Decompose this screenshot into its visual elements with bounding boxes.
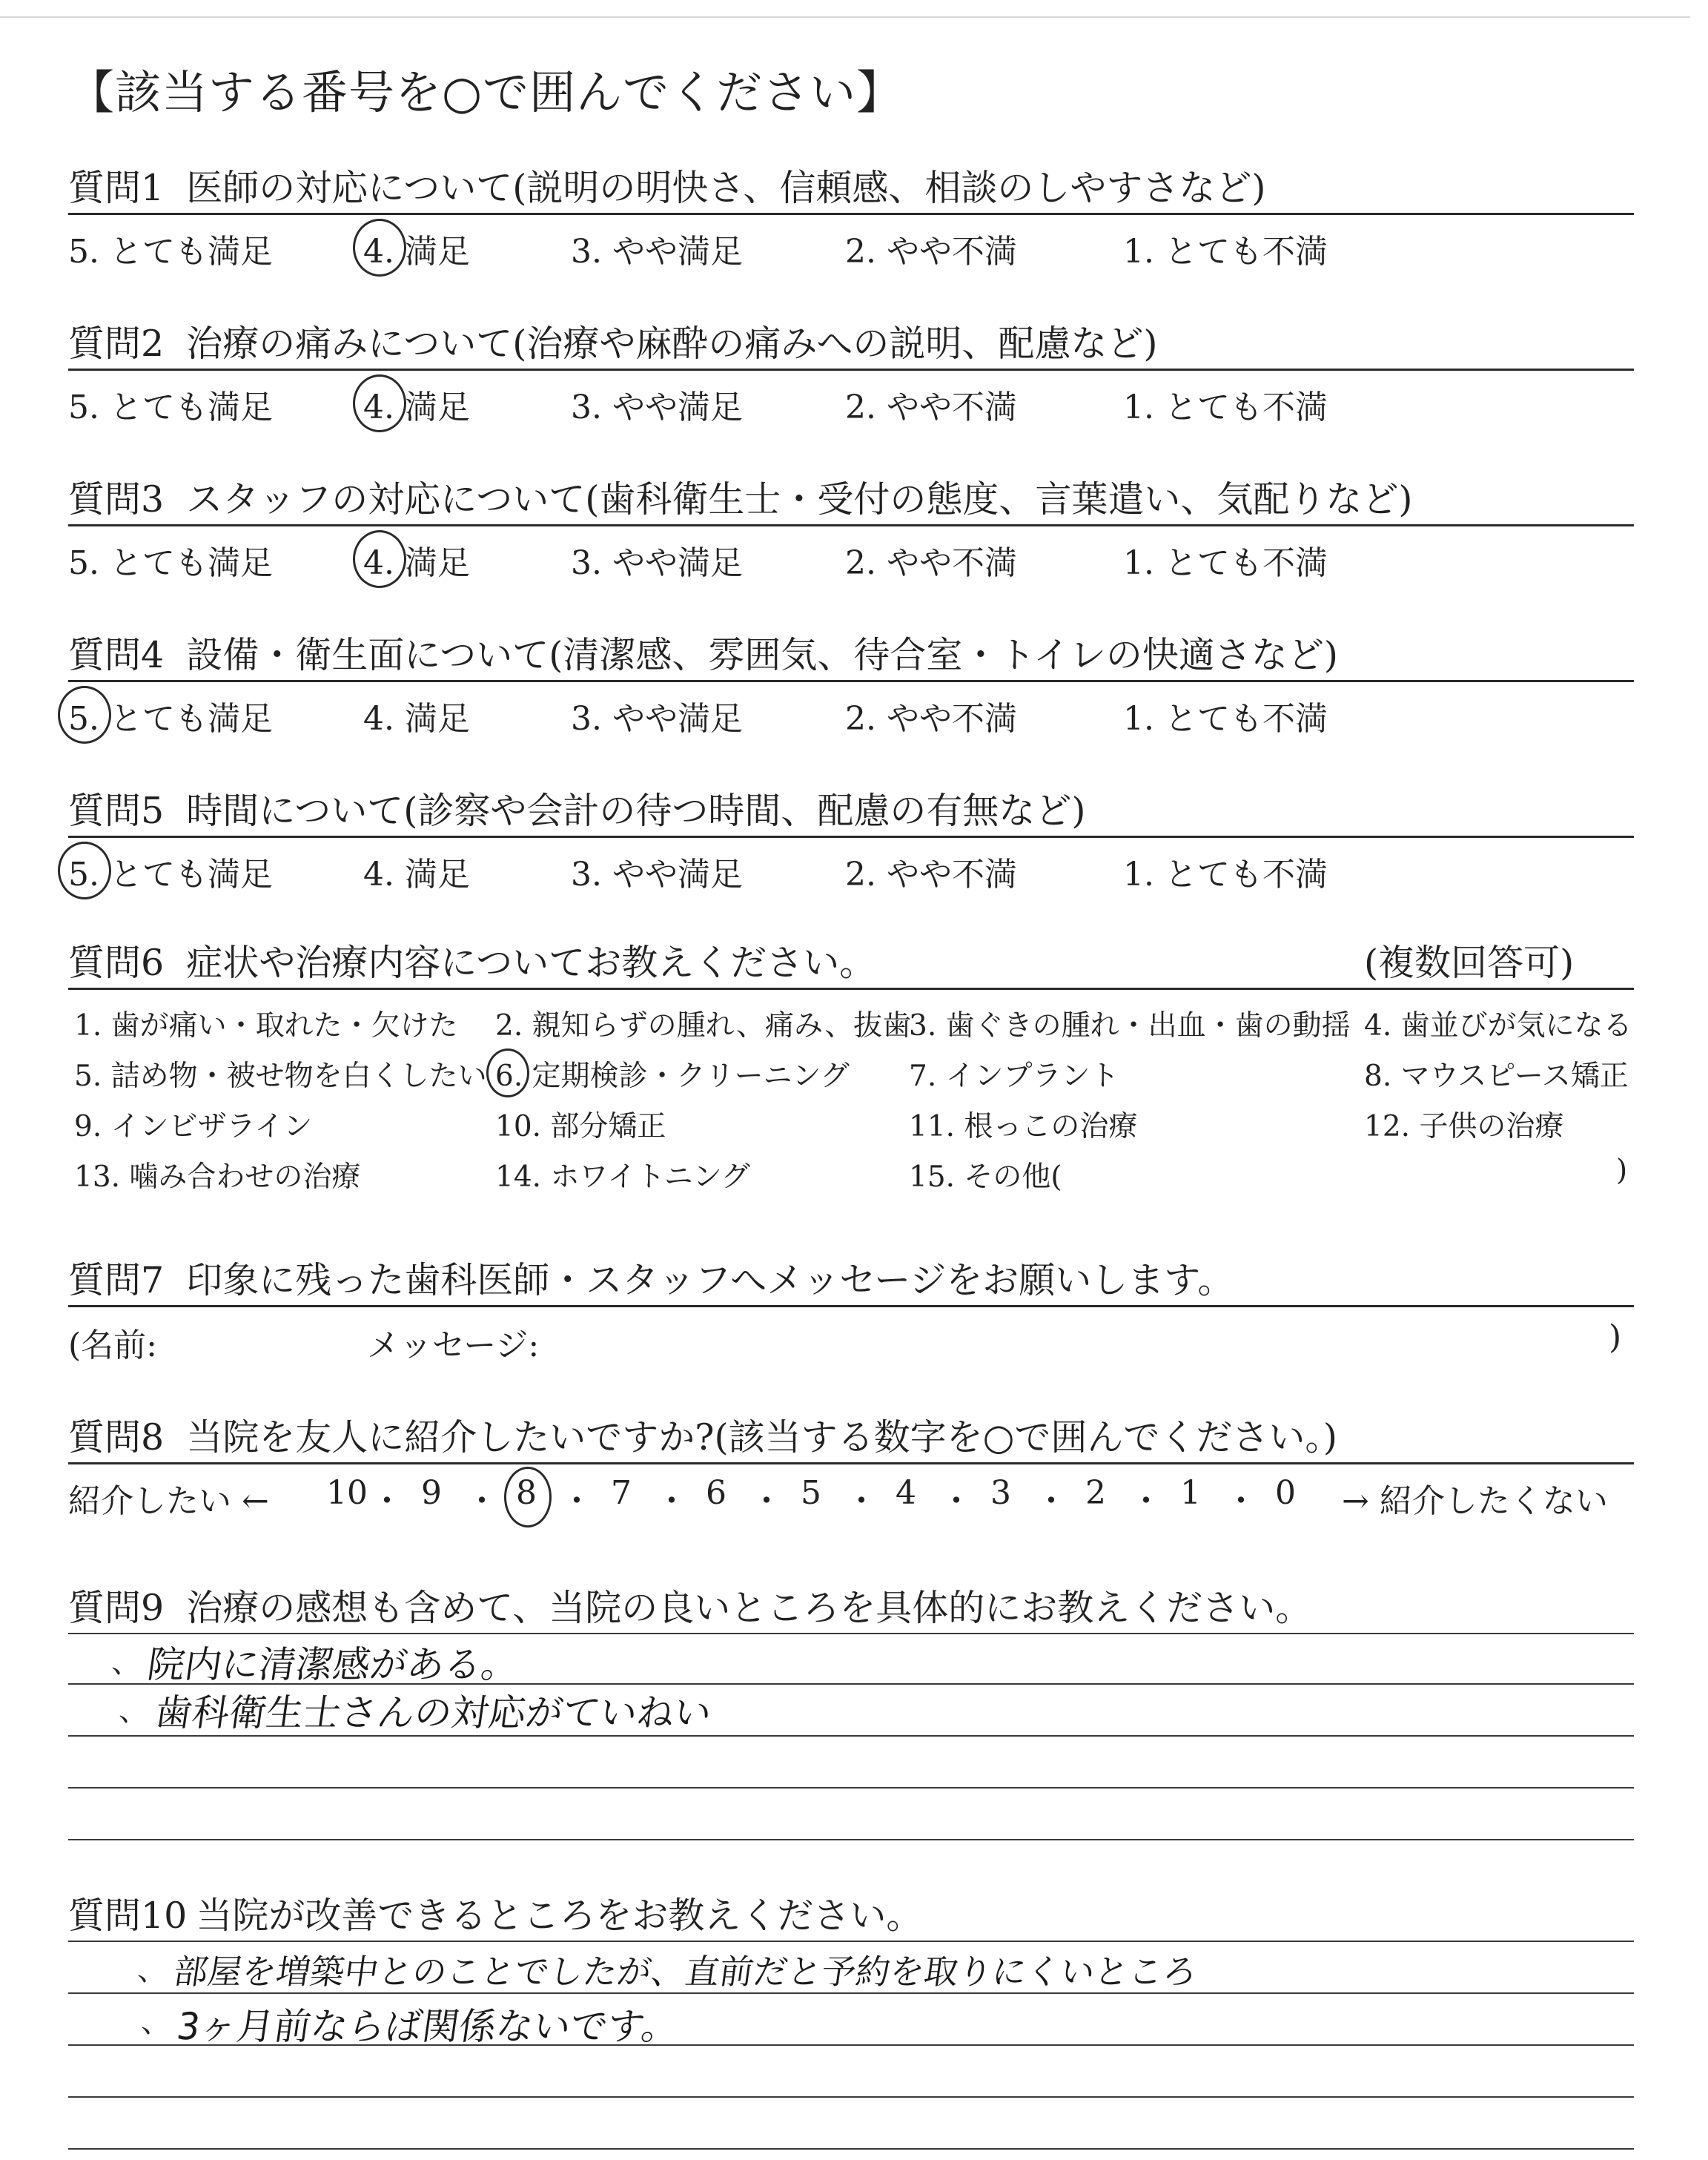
symptom-option[interactable]: 7. インプラント [909,1060,1119,1093]
rating-option-1[interactable]: 1. とても不満 [1123,233,1328,271]
question-number: 質問4 [68,634,165,676]
handwritten-answer: 3ヶ月前ならば関係ないです。 [174,2005,682,2048]
symptom-option[interactable]: 3. 歯ぐきの腫れ・出血・歯の動揺 [909,1009,1351,1043]
rating-option-1[interactable]: 1. とても不満 [1123,389,1328,426]
handwritten-answer: 院内に清潔感がある。 [145,1643,522,1686]
rating-option-3[interactable]: 3. やや満足 [571,700,743,738]
handwritten-answer: 歯科衛生士さんの対応がていねい [152,1691,715,1734]
symptom-option[interactable]: 4. 歯並びが気になる [1364,1009,1632,1043]
question-text: 医師の対応について(説明の明快さ、信頼感、相談のしやすさなど) [186,167,1266,209]
question-4-title [68,627,1338,678]
recommend-score-8[interactable]: 8 [516,1474,537,1512]
selected-circle [58,686,111,744]
answer-mark: 、 [111,1645,141,1680]
answer-line [68,1941,1634,1942]
question-number: 質問1 [68,167,165,209]
selected-circle [353,219,406,277]
question-8-title [68,1409,1337,1461]
rating-option-3[interactable]: 3. やや満足 [571,233,743,271]
question-rule [68,680,1634,682]
question-8-rule [68,1462,1634,1464]
answer-line [68,1787,1634,1789]
scale-separator: ・ [1130,1482,1162,1520]
question-number: 質問2 [68,323,165,365]
question-text: 時間について(診察や会計の待つ時間、配慮の有無など) [186,790,1086,832]
scale-separator: ・ [655,1482,688,1520]
answer-mark: 、 [137,1953,167,1987]
question-rule [68,369,1634,371]
rating-option-5[interactable]: 5. とても満足 [68,233,273,271]
symptom-option[interactable]: 14. ホワイトニング [495,1160,750,1194]
question-2-title [68,315,1157,367]
question-6-rule [68,988,1634,990]
recommend-score-3[interactable]: 3 [990,1474,1011,1512]
rating-option-1[interactable]: 1. とても不満 [1123,544,1328,582]
recommend-score-6[interactable]: 6 [706,1474,726,1512]
rating-option-2[interactable]: 2. やや不満 [845,389,1017,426]
rating-option-3[interactable]: 3. やや満足 [571,856,743,894]
symptom-option[interactable]: 6. 定期検診・クリーニング [495,1060,850,1093]
question-number: 質問10 [68,1895,188,1937]
scale-separator: ・ [1225,1482,1257,1520]
symptom-option[interactable]: 9. インビザライン [74,1110,313,1143]
question-number: 質問6 [68,942,165,984]
rating-option-4[interactable]: 4. 満足 [363,233,470,271]
symptom-option[interactable]: 15. その他( [909,1160,1062,1194]
scale-separator: ・ [371,1482,403,1520]
rating-option-2[interactable]: 2. やや不満 [845,544,1017,582]
message-label: メッセージ: [367,1327,540,1364]
question-6-title [68,934,875,986]
scale-separator: ・ [560,1482,593,1520]
answer-line [68,2148,1634,2150]
symptom-option[interactable]: 5. 詰め物・被せ物を白くしたい [74,1060,487,1093]
answer-mark: 、 [141,2005,171,2039]
answer-line [68,1839,1634,1840]
symptom-option[interactable]: 1. 歯が痛い・取れた・欠けた [74,1009,458,1043]
page-heading: 【該当する番号を○で囲んでください】 [68,65,904,119]
multiple-answer-note: (複数回答可) [1364,942,1575,984]
rating-option-4[interactable]: 4. 満足 [363,856,470,894]
question-number: 質問8 [68,1416,165,1459]
symptom-option[interactable]: 2. 親知らずの腫れ、痛み、抜歯 [495,1009,912,1043]
rating-option-4[interactable]: 4. 満足 [363,700,470,738]
symptom-option[interactable]: 10. 部分矯正 [495,1110,666,1143]
question-rule [68,524,1634,526]
question-text: 当院を友人に紹介したいですか?(該当する数字を○で囲んでください。) [186,1416,1337,1459]
question-10-title [68,1887,922,1939]
question-text: 設備・衛生面について(清潔感、雰囲気、待合室・トイレの快適さなど) [186,634,1338,676]
question-3-title [68,471,1412,523]
handwritten-answer: 部屋を増築中とのことでしたが、直前だと予約を取りにくいところ [171,1952,1200,1992]
rating-option-1[interactable]: 1. とても不満 [1123,856,1328,894]
rating-option-5[interactable]: 5. とても満足 [68,389,273,426]
question-rule [68,213,1634,215]
question-text: 印象に残った歯科医師・スタッフへメッセージをお願いします。 [186,1259,1234,1301]
question-7-title [68,1252,1234,1304]
other-close: ) [1616,1154,1628,1187]
scale-separator: ・ [845,1482,878,1520]
recommend-score-7[interactable]: 7 [611,1474,632,1512]
selected-circle [353,374,406,432]
question-text: 治療の感想も含めて、当院の良いところを具体的にお教えください。 [186,1587,1312,1629]
rating-option-5[interactable]: 5. とても満足 [68,856,273,894]
scale-separator: ・ [466,1482,498,1520]
selected-circle [353,530,406,588]
page-edge [0,16,1690,18]
rating-option-4[interactable]: 4. 満足 [363,544,470,582]
answer-line [68,2096,1634,2098]
recommend-score-2[interactable]: 2 [1085,1474,1106,1512]
symptom-option[interactable]: 8. マウスピース矯正 [1364,1060,1629,1093]
question-number: 質問9 [68,1587,165,1629]
recommend-left-label: 紹介したい ← [68,1482,269,1520]
rating-option-2[interactable]: 2. やや不満 [845,233,1017,271]
symptom-option[interactable]: 13. 噛み合わせの治療 [74,1160,361,1194]
selected-circle [58,842,111,899]
question-number: 質問3 [68,478,165,521]
answer-mark: 、 [119,1694,148,1728]
question-number: 質問7 [68,1259,165,1301]
question-number: 質問5 [68,790,165,832]
scale-separator: ・ [1035,1482,1068,1520]
recommend-right-label: → 紹介したくない [1342,1482,1608,1520]
symptom-option[interactable]: 12. 子供の治療 [1364,1110,1564,1143]
selected-circle [486,1048,529,1097]
rating-option-3[interactable]: 3. やや満足 [571,389,743,426]
recommend-score-4[interactable]: 4 [896,1474,916,1512]
question-5-title [68,782,1085,834]
recommend-score-9[interactable]: 9 [421,1474,442,1512]
rating-option-5[interactable]: 5. とても満足 [68,700,273,738]
question-7-rule [68,1305,1634,1307]
question-rule [68,836,1634,838]
question-text: 当院が改善できるところをお教えください。 [196,1895,923,1937]
selected-circle [504,1467,552,1527]
recommend-score-10[interactable]: 10 [326,1474,368,1512]
question-text: スタッフの対応について(歯科衛生士・受付の態度、言葉遣い、気配りなど) [186,478,1413,521]
rating-option-1[interactable]: 1. とても不満 [1123,700,1328,738]
rating-option-2[interactable]: 2. やや不満 [845,856,1017,894]
scale-separator: ・ [940,1482,973,1520]
recommend-score-1[interactable]: 1 [1180,1474,1201,1512]
rating-option-5[interactable]: 5. とても満足 [68,544,273,582]
rating-option-3[interactable]: 3. やや満足 [571,544,743,582]
question-text: 症状や治療内容についてお教えください。 [186,942,876,984]
rating-option-2[interactable]: 2. やや不満 [845,700,1017,738]
question-text: 治療の痛みについて(治療や麻酔の痛みへの説明、配慮など) [186,323,1158,365]
message-close: ) [1609,1318,1622,1356]
answer-line [68,1633,1634,1634]
symptom-option[interactable]: 11. 根っこの治療 [909,1110,1138,1143]
rating-option-4[interactable]: 4. 満足 [363,389,470,426]
question-9-title [68,1579,1311,1631]
recommend-score-0[interactable]: 0 [1275,1474,1296,1512]
scale-separator: ・ [750,1482,783,1520]
recommend-score-5[interactable]: 5 [801,1474,821,1512]
name-label: (名前: [68,1327,157,1364]
question-1-title [68,159,1265,211]
